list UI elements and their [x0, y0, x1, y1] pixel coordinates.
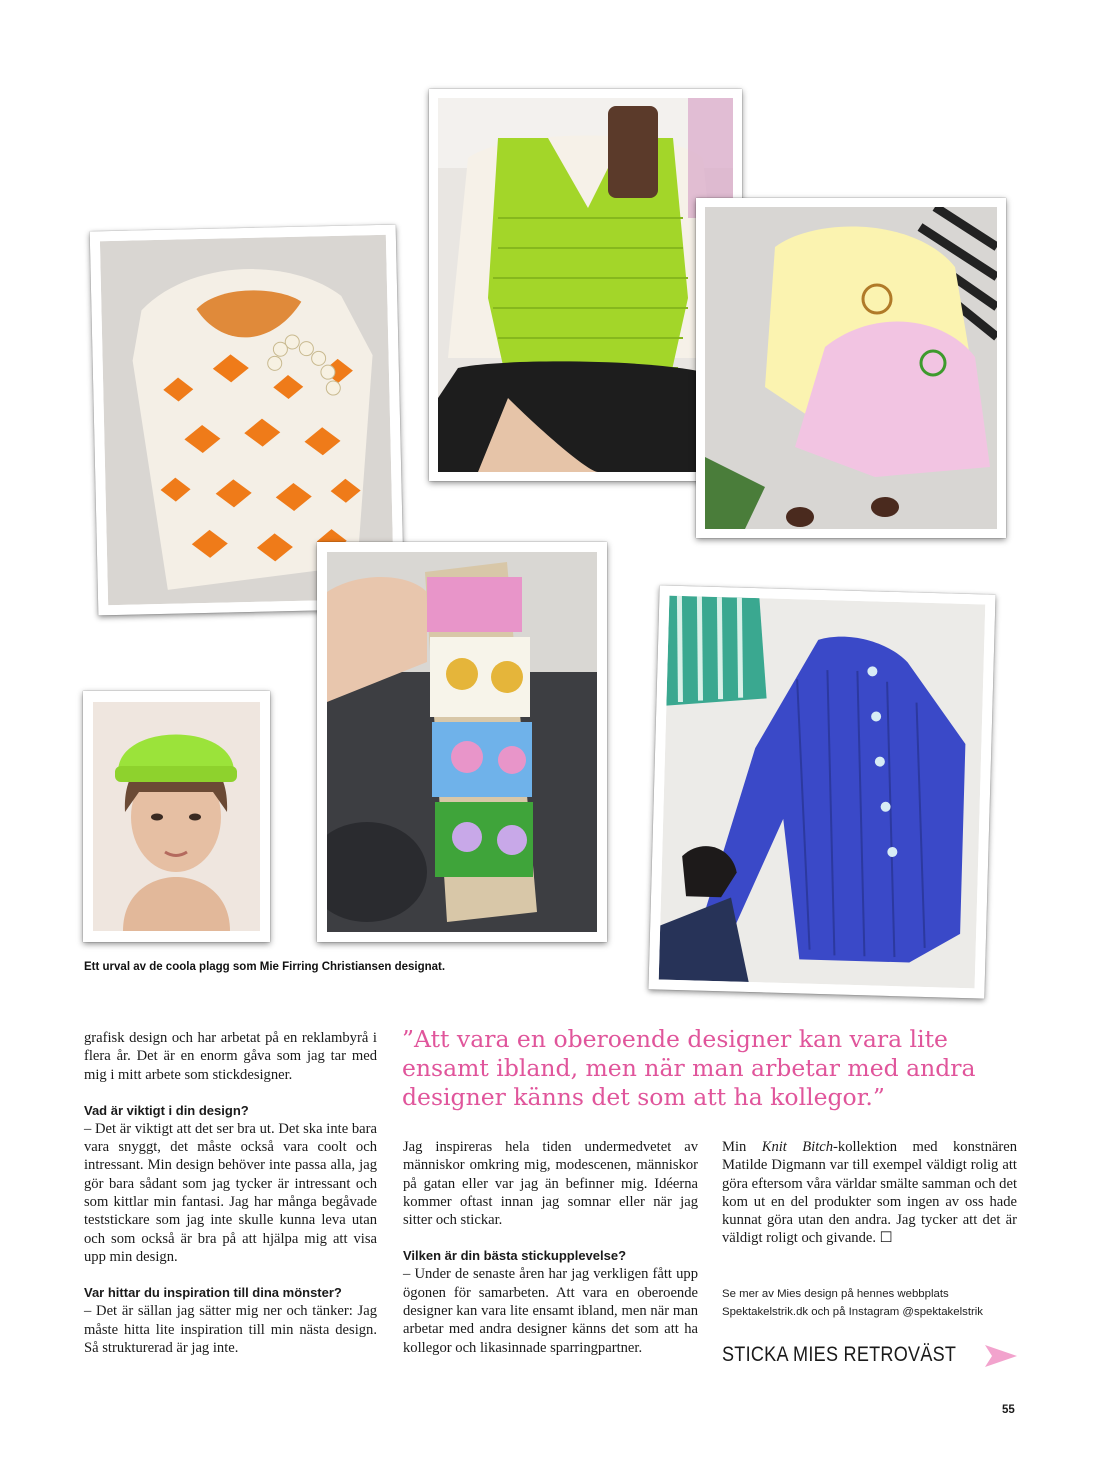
- question-heading: Var hittar du inspiration till dina mönster?: [84, 1285, 342, 1301]
- question-heading: Vilken är din bästa stickupplevelse?: [403, 1248, 627, 1264]
- credit-line: Se mer av Mies design på hennes webbplats: [722, 1288, 949, 1300]
- answer-paragraph: – Det är sällan jag sätter mig ner och tänker: Jag måste hitta lite inspiration till min nästa design. Så strukturerad är jag inte.: [84, 1303, 377, 1356]
- pull-quote: ”Att vara en oberoende designer kan vara lite ensamt ibland, men när man arbetar med andra designer känns det som att ha kollegor.”: [402, 1025, 976, 1111]
- article-column-1: [84, 1029, 377, 1357]
- arrow-right-icon[interactable]: [984, 1343, 1018, 1369]
- page-number: 55: [1002, 1404, 1015, 1416]
- intro-paragraph: grafisk design och har arbetat på en reklambyrå i flera år. Det är en enorm gåva som jag tar med mig i mitt arbete som stickdesigner.: [84, 1030, 377, 1083]
- photo-caption: Ett urval av de coola plagg som Mie Firring Christiansen designat.: [84, 961, 446, 973]
- collection-name: Knit Bitch: [761, 1139, 834, 1155]
- blue-cardigan-photo: [648, 585, 995, 998]
- website-credit: [722, 1285, 1022, 1321]
- answer-paragraph: – Det är viktigt att det ser bra ut. Det ska inte bara vara snyggt, det måste också vara coolt och intressant. Min design behöver inte passa alla, jag gör bara sådant som jag tycker är intressant och som kittlar min fantasi. Jag har många begåvade teststickare som jag inte skulle kunna leva utan och som också är bra på att hjälpa mig att visa upp min design.: [84, 1120, 377, 1265]
- question-heading: Vad är viktigt i din design?: [84, 1102, 249, 1118]
- credit-line: Spektakelstrik.dk och på Instagram @spektakelstrik: [722, 1306, 984, 1318]
- body-text-start: Min: [722, 1139, 762, 1155]
- article-column-3: [722, 1138, 1017, 1248]
- designer-portrait-photo: [83, 691, 270, 942]
- body-text-end: -kollektion med konstnären Matilde Digmann var till exempel väldigt rolig att göra eftersom våra världar smälte samman och det kom ut en del produkter som ingen av oss hade kunnat göra utan den andra. Jag tycker att det är väldigt roligt och givande. ☐: [722, 1139, 1018, 1247]
- smiley-sweaters-photo: [696, 198, 1006, 538]
- article-column-2: [403, 1138, 698, 1357]
- smiley-swatch-photo: [317, 542, 607, 942]
- body-paragraph: [722, 1138, 1017, 1248]
- pattern-link[interactable]: STICKA MIES RETROVÄST: [722, 1343, 957, 1366]
- body-paragraph: Jag inspireras hela tiden undermedvetet av människor omkring mig, modescenen, människor på gatan eller var jag än befinner mig. Idéerna kommer oftast innan jag somnar eller när jag sitter och stickar.: [403, 1139, 698, 1229]
- answer-paragraph: – Under de senaste åren har jag verkligen fått upp ögonen för samarbeten. Att vara en oberoende designer kan vara lite ensamt ibland, men när man arbetar med andra designer känns det som att ha kollegor och likasinnade sparringpartner.: [403, 1266, 698, 1356]
